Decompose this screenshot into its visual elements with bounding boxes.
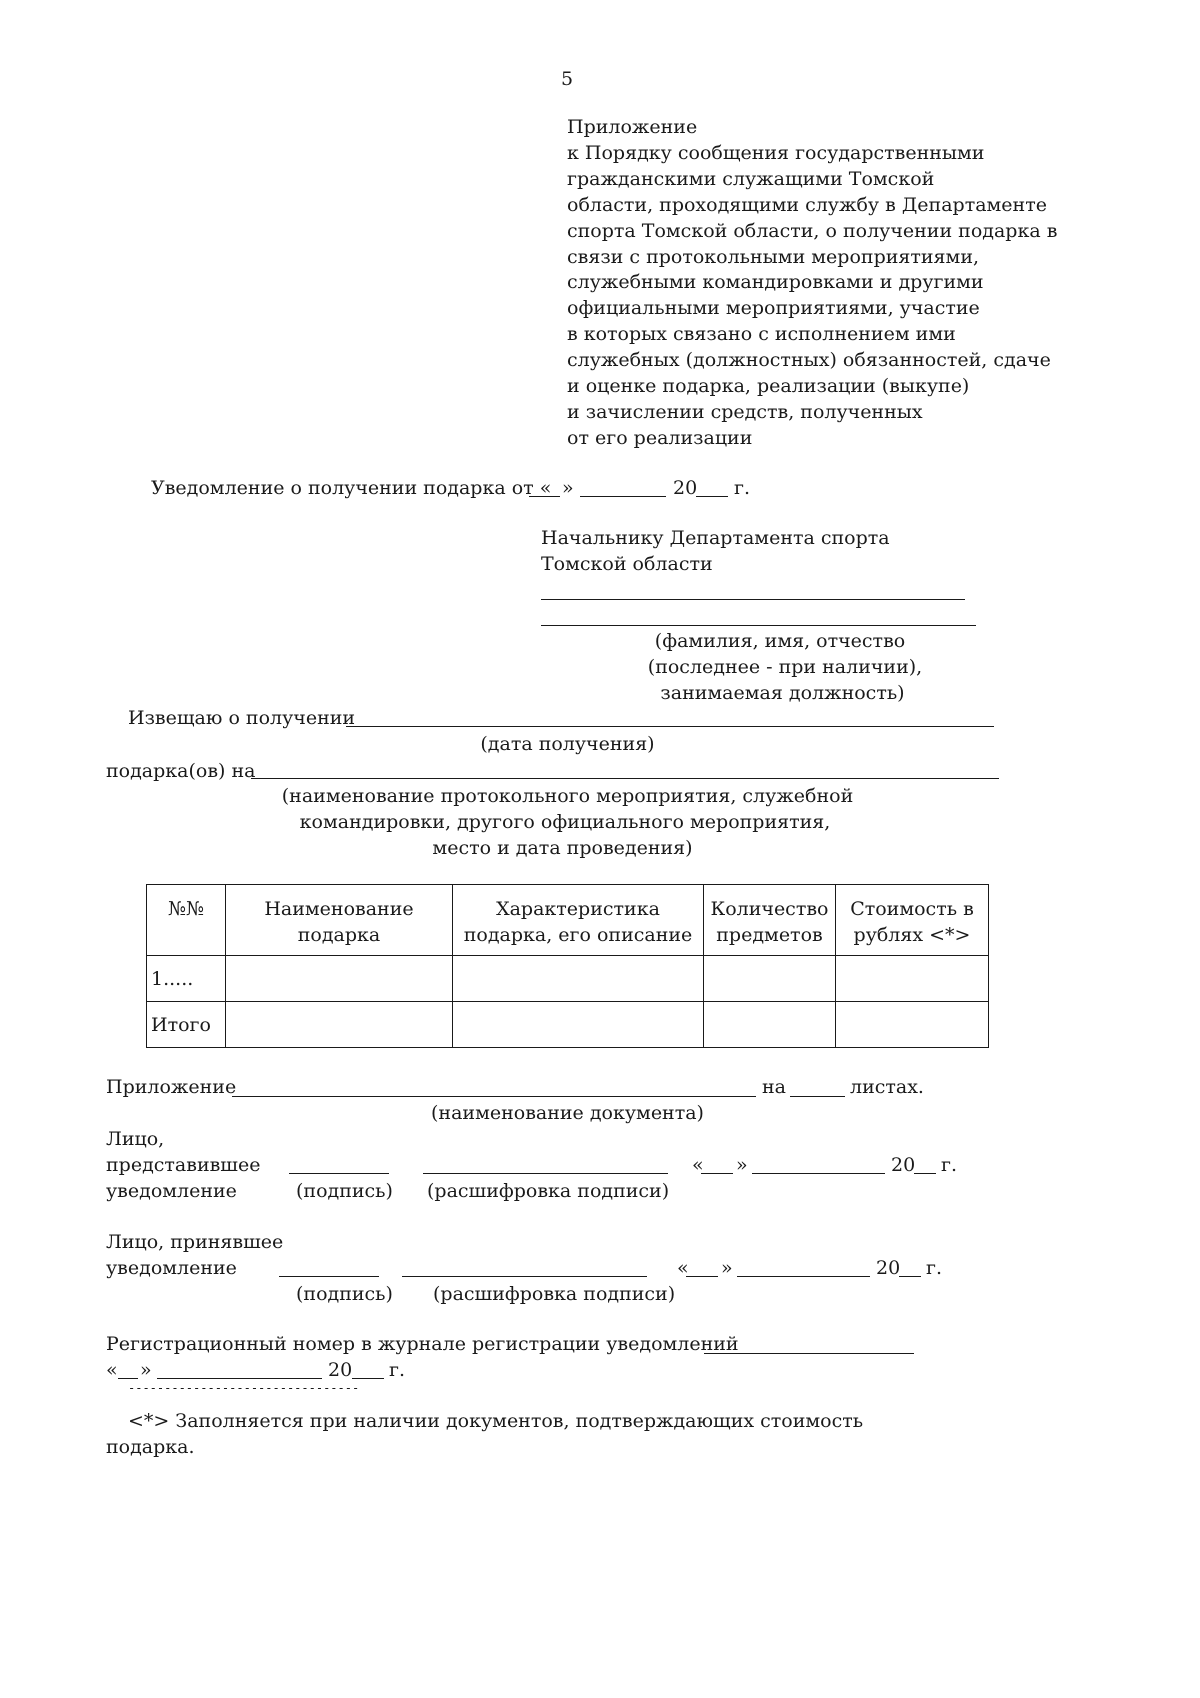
attachment-caption: (наименование документа) [431,1102,704,1124]
table-row-label: 1..... [147,956,226,1002]
receiver-day-field[interactable] [686,1276,718,1277]
registration-label: Регистрационный номер в журнале регистрации уведомлений [106,1333,739,1355]
attachment-on: на [762,1076,786,1098]
submitter-label-2: представившее [106,1154,261,1176]
receiver-year-field[interactable] [899,1276,921,1277]
registration-year-prefix: 20 [328,1359,353,1381]
submitter-decode-caption: (расшифровка подписи) [427,1180,670,1202]
table-cell[interactable] [226,1002,453,1048]
submitter-quote-open: « [692,1154,704,1176]
submitter-quote-close: » [736,1154,748,1176]
notify-label: Извещаю о получении [128,707,356,729]
table-cell[interactable] [704,956,836,1002]
notice-day-field[interactable] [529,496,560,497]
receiver-year-prefix: 20 [876,1257,901,1279]
table-header-cell [147,885,226,956]
receiver-quote-close: » [721,1257,733,1279]
table-header-text: №№ [168,898,204,920]
table-header-text: Стоимость в [850,898,974,920]
notice-year-prefix: 20 [673,477,698,499]
receiver-decode-caption: (расшифровка подписи) [433,1283,676,1305]
footnote-separator: -------------------------------- [128,1381,360,1395]
registration-year-field[interactable] [352,1378,384,1379]
table-header-cell [226,885,453,956]
submitter-label-3: уведомление [106,1180,237,1202]
table-header-text: рублях <*> [853,924,971,946]
gifts-label: подарка(ов) на [106,760,256,782]
notice-year-field[interactable] [696,496,728,497]
receipt-date-field[interactable] [346,726,994,727]
receiver-label-2: уведомление [106,1257,237,1279]
table-header-cell [836,885,989,956]
table-header-row [147,885,989,956]
addressee-caption-2: (последнее - при наличии), [647,656,923,678]
table-body [147,956,989,1048]
table-header-text: Характеристика [496,898,660,920]
registration-quote-open: « [106,1359,118,1381]
submitter-sign-caption: (подпись) [296,1180,393,1202]
appendix-header-line: служебными командировками и другими [567,271,984,294]
receiver-decode-field[interactable] [402,1276,647,1277]
event-name-field[interactable] [251,778,999,779]
gift-table [146,884,989,1048]
table-cell[interactable] [836,956,989,1002]
appendix-header-line: к Порядку сообщения государственными [567,141,985,164]
submitter-signature-field[interactable] [289,1173,389,1174]
table-cell[interactable] [453,956,704,1002]
appendix-header-line: области, проходящими службу в Департаменте [567,193,1047,216]
appendix-header-line: в которых связано с исполнением ими [567,323,956,346]
footnote-line-1: <*> Заполняется при наличии документов, подтверждающих стоимость [128,1410,864,1432]
table-cell[interactable] [704,1002,836,1048]
receiver-year-suffix: г. [926,1257,942,1279]
appendix-header-line: гражданскими служащими Томской [567,167,935,190]
addressee-name-field-1[interactable] [541,599,965,600]
appendix-header-line: от его реализации [567,426,753,449]
notice-quote-close: » [562,477,574,499]
receiver-quote-open: « [677,1257,689,1279]
appendix-header-line: служебных (должностных) обязанностей, сдаче [567,349,1051,372]
submitter-month-field[interactable] [752,1173,885,1174]
appendix-header-line: и оценке подарка, реализации (выкупе) [567,375,970,397]
attachment-doc-field[interactable] [232,1096,756,1097]
appendix-header [567,114,1058,454]
table-header-text: Количество [710,898,829,920]
appendix-header-line: спорта Томской области, о получении подарка в [567,219,1058,242]
submitter-decode-field[interactable] [423,1173,668,1174]
addressee-name-field-2[interactable] [541,625,976,626]
table-row [147,1002,989,1048]
addressee-caption-3: занимаемая должность) [660,682,905,704]
footnote-line-2: подарка. [106,1436,195,1458]
addressee-line-1: Начальнику Департамента спорта [541,527,890,549]
submitter-label-1: Лицо, [106,1128,165,1150]
table-cell[interactable] [836,1002,989,1048]
table-header-text: подарка [297,924,381,946]
registration-month-field[interactable] [157,1378,322,1379]
table-cell[interactable] [226,956,453,1002]
table-header-text: предметов [716,924,823,946]
appendix-header-line: связи с протокольными мероприятиями, [567,245,980,268]
appendix-header-line: Приложение [567,116,698,138]
submitter-year-suffix: г. [941,1154,957,1176]
notice-title-text: Уведомление о получении подарка от « [151,477,552,499]
table-cell[interactable] [453,1002,704,1048]
receiver-signature-field[interactable] [279,1276,379,1277]
registration-day-field[interactable] [118,1378,138,1379]
registration-number-field[interactable] [704,1353,914,1354]
table-header-text: Наименование [264,898,414,920]
appendix-header-line: официальными мероприятиями, участие [567,297,980,320]
receiver-label-1: Лицо, принявшее [106,1231,284,1253]
submitter-year-prefix: 20 [891,1154,916,1176]
table-header-text: подарка, его описание [463,924,693,946]
table-header-cell [453,885,704,956]
page-number: 5 [561,68,574,90]
table-header-cell [704,885,836,956]
table-row [147,956,989,1002]
attachment-label: Приложение [106,1076,237,1098]
appendix-header-line: и зачислении средств, полученных [567,400,923,423]
receiver-sign-caption: (подпись) [296,1283,393,1305]
registration-quote-close: » [140,1359,152,1381]
submitter-year-field[interactable] [914,1173,936,1174]
notice-year-suffix: г. [734,477,750,499]
receipt-date-caption: (дата получения) [480,733,655,755]
receiver-month-field[interactable] [737,1276,870,1277]
table-row-label: Итого [147,1002,226,1048]
event-caption-2: командировки, другого официального мероприятия, [299,811,831,833]
submitter-day-field[interactable] [701,1173,733,1174]
event-caption-3: место и дата проведения) [432,837,693,859]
registration-year-suffix: г. [389,1359,405,1381]
addressee-line-2: Томской области [541,553,713,575]
event-caption-1: (наименование протокольного мероприятия, служебной [281,785,854,807]
notice-month-field[interactable] [580,496,666,497]
addressee-caption-1: (фамилия, имя, отчество [654,630,906,652]
attachment-sheets-field[interactable] [790,1096,845,1097]
attachment-sheets-label: листах. [850,1076,924,1098]
